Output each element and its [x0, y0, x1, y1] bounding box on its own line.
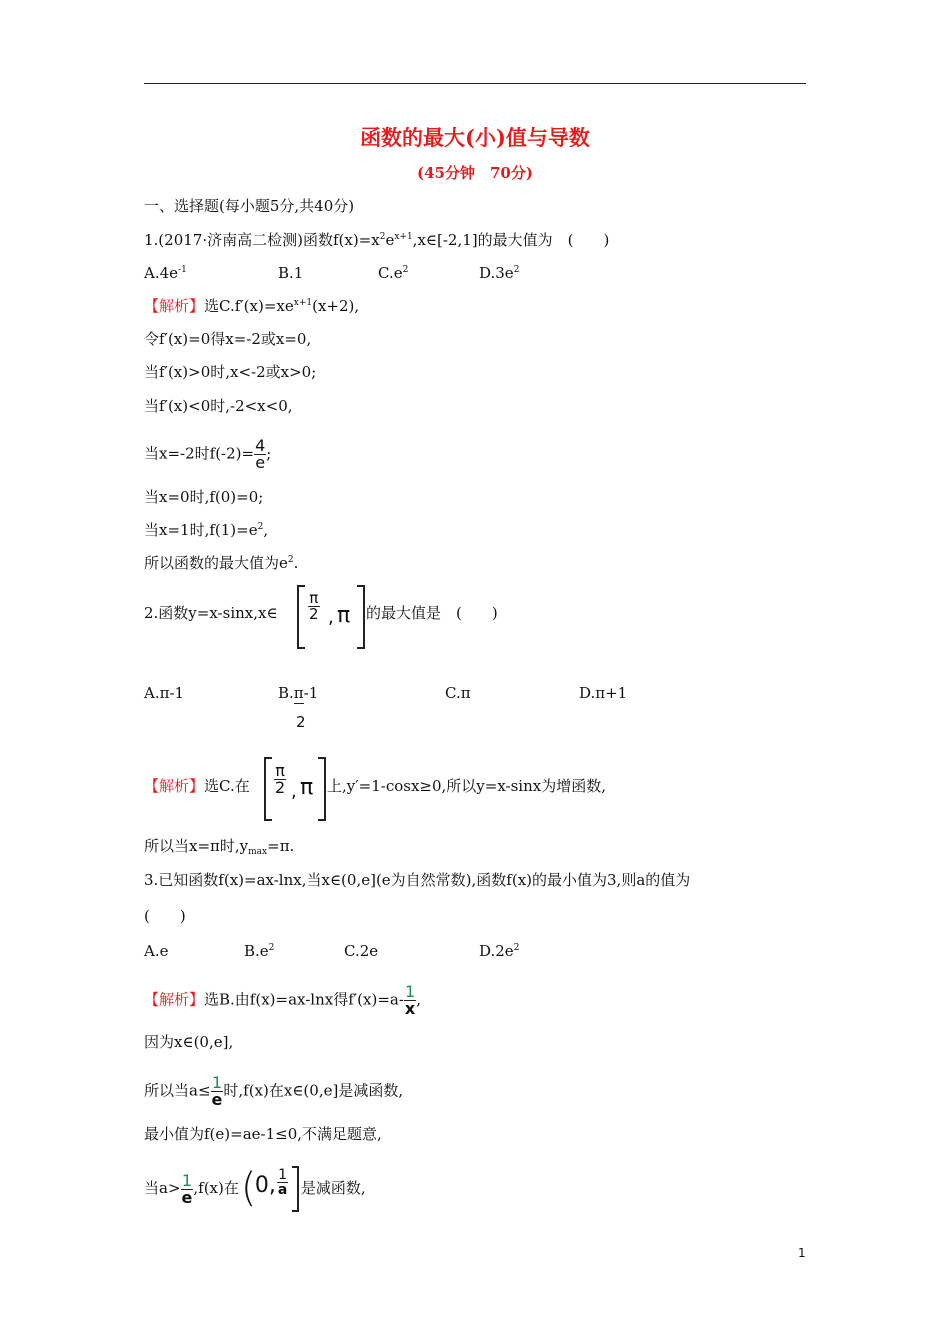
q1-analysis-line-8: 所以函数的最大值为$e^2$. — [144, 554, 299, 572]
q1-option-a: $A.4e^{-1}$ — [144, 264, 187, 282]
q3-option-c: C.2e — [344, 942, 379, 960]
q2-stem-tail: 的最大值是 ( ) — [366, 604, 498, 622]
q3-stem-paren: ( ) — [144, 907, 186, 925]
q3-analysis-line-3: 所以当a≤ $\frac{1}{e}$ 时,f(x)在x∈(0,e]是减函数, — [144, 1073, 404, 1109]
q2-option-c: C.π — [445, 684, 471, 702]
q2-analysis-line-1-tail: 上,y′=1-cosx≥0,所以y=x-sinx为增函数, — [327, 777, 606, 795]
fraction-numerator: 4 — [255, 436, 266, 455]
q3-interval: ( 0, $\frac{1}{a}$ — [241, 1166, 299, 1212]
fraction-denominator: e — [255, 453, 266, 472]
q3-option-a: A.e — [144, 942, 169, 960]
q2-option-b: B.π-1 2 — [278, 684, 319, 731]
q2-analysis-line-2: 所以当x=π时$,y_{max}=\pi$. — [144, 837, 295, 857]
q1-analysis-line-5: 当x=-2时f(-2)= $\frac{4}{e}$ ; — [144, 436, 272, 472]
header-rule — [144, 83, 806, 84]
q2-option-d: D.π+1 — [579, 684, 628, 702]
q1-analysis-line-6: 当x=0时,f(0)=0; — [144, 488, 264, 506]
q2-interval: $\frac{\pi}{2}$ , π — [297, 585, 365, 647]
page-number: 1 — [798, 1246, 806, 1260]
section-heading: 一、选择题(每小题5分,共40分) — [144, 197, 355, 215]
q1-stem: 1.(2017·济南高二检测)函数$f(x)=x^2e^{x+1},x\in[-2,1]$的最大值为 ( ) — [144, 231, 610, 249]
q1-option-c: $C.e^2$ — [378, 264, 409, 282]
q1-analysis-line-3: 当f′(x)>0时,x<-2或x>0; — [144, 363, 317, 381]
q1-option-b: B.1 — [278, 264, 304, 282]
q3-analysis-line-2: 因为x∈(0,e], — [144, 1033, 234, 1051]
q2-stem: 2.函数y=x-sinx,x∈ — [144, 604, 278, 622]
q3-option-d: $D.2e^2$ — [479, 942, 520, 960]
q3-option-b: $B.e^2$ — [244, 942, 275, 960]
q1-analysis-line-2: 令f′(x)=0得x=-2或x=0, — [144, 330, 312, 348]
q1-analysis-line-1: 【解析】选$C.f'(x)=xe^{x+1}(x+2)$, — [144, 297, 360, 315]
q1-analysis-line-7: 当x=1时$,f(1)=e^2$, — [144, 521, 269, 539]
analysis-tag: 【解析】 — [144, 777, 205, 795]
analysis-tag: 【解析】 — [144, 297, 205, 315]
q3-analysis-line-1: 【解析】选B.由f(x)=ax-lnx得f′(x)=a- $\frac{1}{x}$ , — [144, 982, 422, 1018]
analysis-tag: 【解析】 — [144, 990, 205, 1009]
q2-option-a: A.π-1 — [144, 684, 185, 702]
page-title: 函数的最大(小)值与导数 — [360, 125, 590, 150]
q3-analysis-line-4: 最小值为f(e)=ae-1≤0,不满足题意, — [144, 1125, 382, 1143]
q1-option-d: $D.3e^2$ — [479, 264, 520, 282]
q2-analysis-interval: $\frac{\pi}{2}$ , π — [264, 757, 326, 819]
q3-stem: 3.已知函数f(x)=ax-lnx,当x∈(0,e](e为自然常数),函数f(x)的最小值为3,则a的值为 — [144, 871, 691, 889]
q1-analysis-line-4: 当f′(x)<0时,-2<x<0, — [144, 397, 293, 415]
q2-analysis-line-1: 【解析】选C.在 — [144, 777, 250, 795]
q3-analysis-line-5: 当a> $\frac{1}{e}$ ,f(x)在 ( 0, $\frac{1}{a}$ 是减函数, — [144, 1165, 366, 1211]
page-subtitle: (45分钟 70分) — [417, 164, 533, 182]
